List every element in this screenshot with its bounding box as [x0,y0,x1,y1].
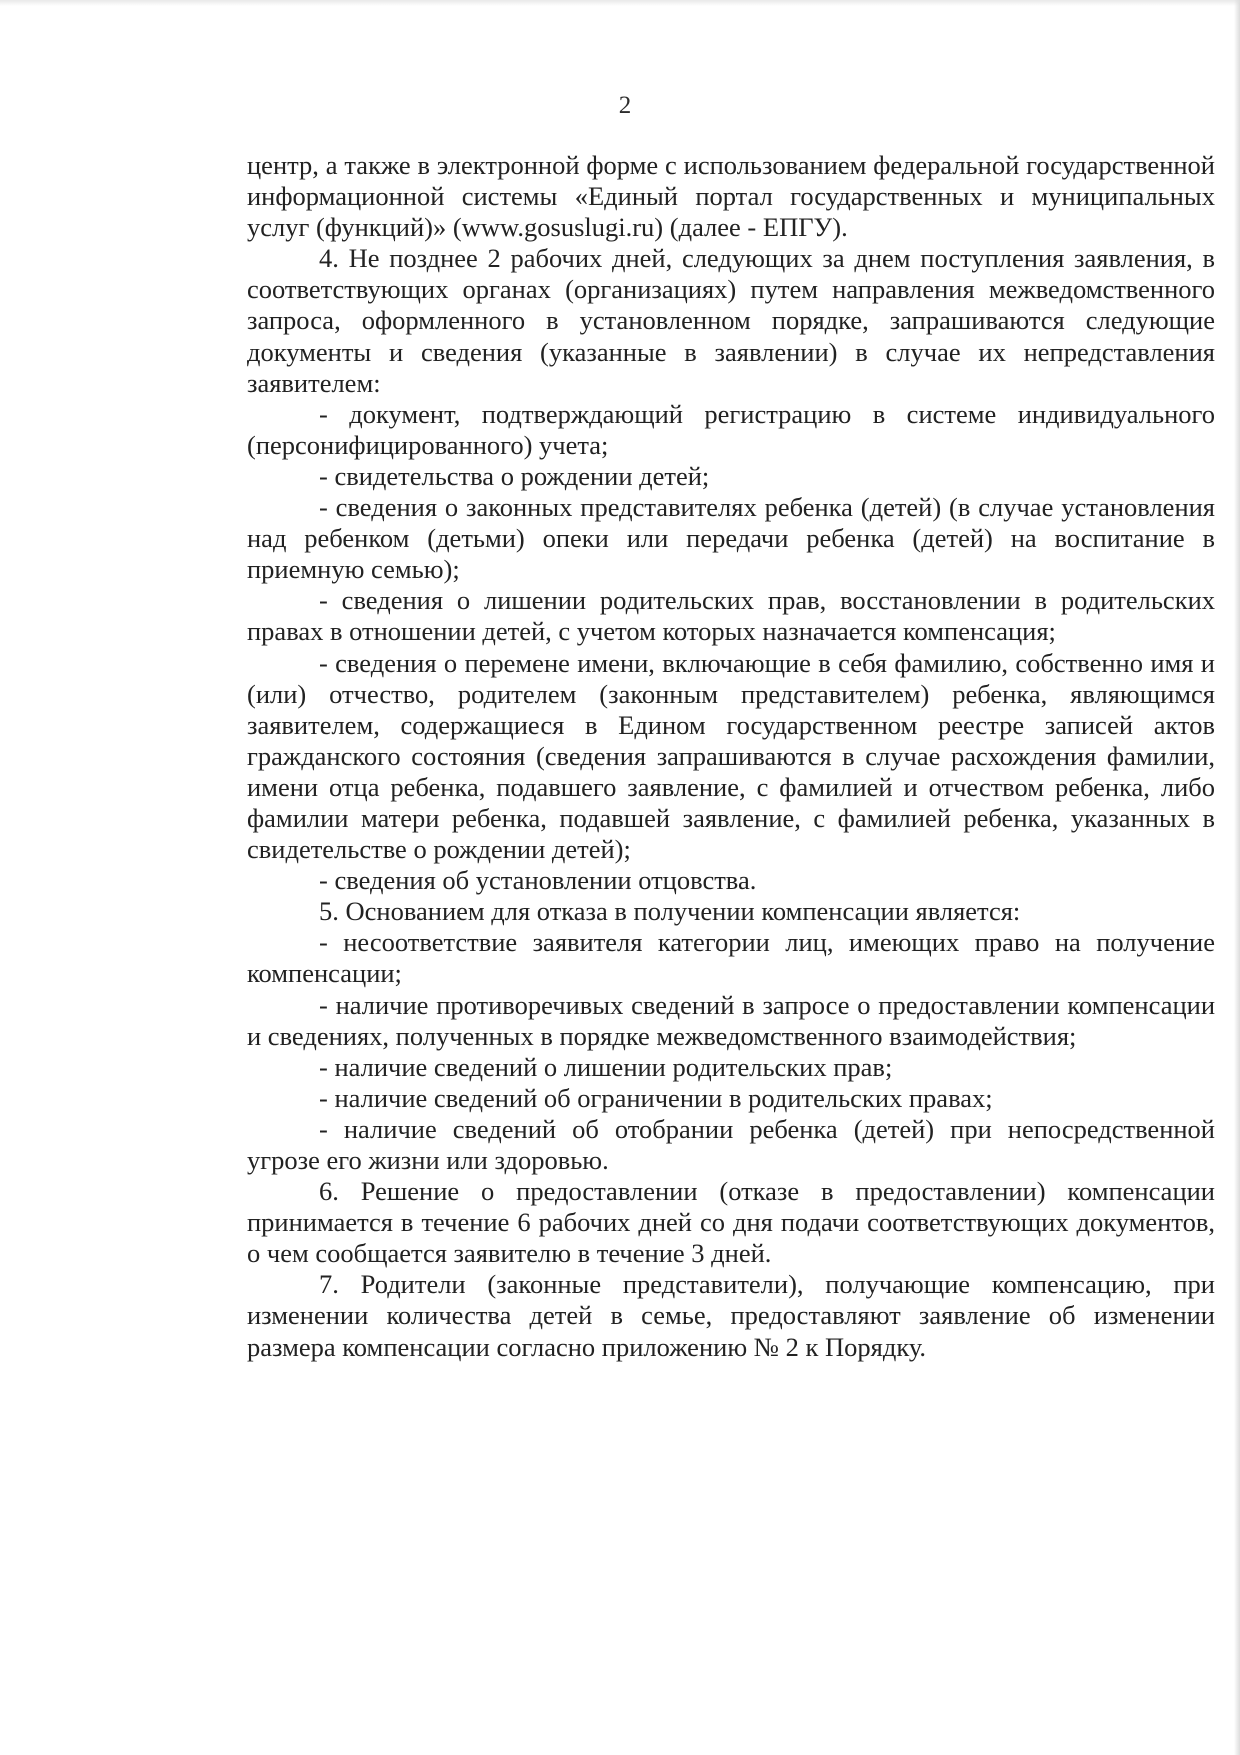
paragraph: 5. Основанием для отказа в получении компенсации является: [319,896,1021,927]
paragraph: 4. Не позднее 2 рабочих дней, следующих за днем поступления заявления, в соответствующих органах (организациях) путем направления межведомственного запроса, оформленного в установленном порядке, запрашиваются следующие документы и сведения (указанные в заявлении) в случае их непредставления заявителем: [247,243,1215,398]
scan-edge-right [1234,0,1240,1755]
list-item: - сведения о лишении родительских прав, восстановлении в родительских правах в отношении детей, с учетом которых назначается компенсация; [247,585,1215,647]
list-item: - сведения о законных представителях ребенка (детей) (в случае установления над ребенком (детьми) опеки или передачи ребенка (детей) на воспитание в приемную семью); [247,492,1215,585]
list-item: - наличие сведений об ограничении в родительских правах; [319,1082,993,1113]
scan-edge-top [0,0,1240,6]
list-item: - документ, подтверждающий регистрацию в системе индивидуального (персонифицированного) учета; [247,398,1215,460]
list-item: - наличие сведений об отобрании ребенка (детей) при непосредственной угрозе его жизни или здоровью. [247,1113,1215,1175]
document-body [247,150,1215,1363]
paragraph: 6. Решение о предоставлении (отказе в предоставлении) компенсации принимается в течение 6 рабочих дней со дня подачи соответствующих документов, о чем сообщается заявителю в течение 3 дней. [247,1176,1215,1269]
list-item: - свидетельства о рождении детей; [319,460,710,491]
paragraph: 7. Родители (законные представители), получающие компенсацию, при изменении количества детей в семье, предоставляют заявление об изменении размера компенсации согласно приложению № 2 к Порядку. [247,1269,1215,1362]
paragraph: центр, а также в электронной форме с использованием федеральной государственной информационной системы «Единый портал государственных и муниципальных услуг (функций)» (www.gosuslugi.ru) (далее - ЕПГУ). [247,150,1215,243]
list-item: - наличие сведений о лишении родительских прав; [319,1051,893,1082]
list-item: - несоответствие заявителя категории лиц, имеющих право на получение компенсации; [247,927,1215,989]
list-item: - сведения о перемене имени, включающие в себя фамилию, собственно имя и (или) отчество, родителем (законным представителем) ребенка, являющимся заявителем, содержащиеся в Едином государственном реестре записей актов гражданского состояния (сведения запрашиваются в случае расхождения фамилии, имени отца ребенка, подавшего заявление, с фамилией и отчеством ребенка, либо фамилии матери ребенка, подавшей заявление, с фамилией ребенка, указанных в свидетельстве о рождении детей); [247,647,1215,865]
list-item: - сведения об установлении отцовства. [319,865,757,896]
list-item: - наличие противоречивых сведений в запросе о предоставлении компенсации и сведениях, полученных в порядке межведомственного взаимодействия; [247,989,1215,1051]
page-number: 2 [618,92,632,119]
